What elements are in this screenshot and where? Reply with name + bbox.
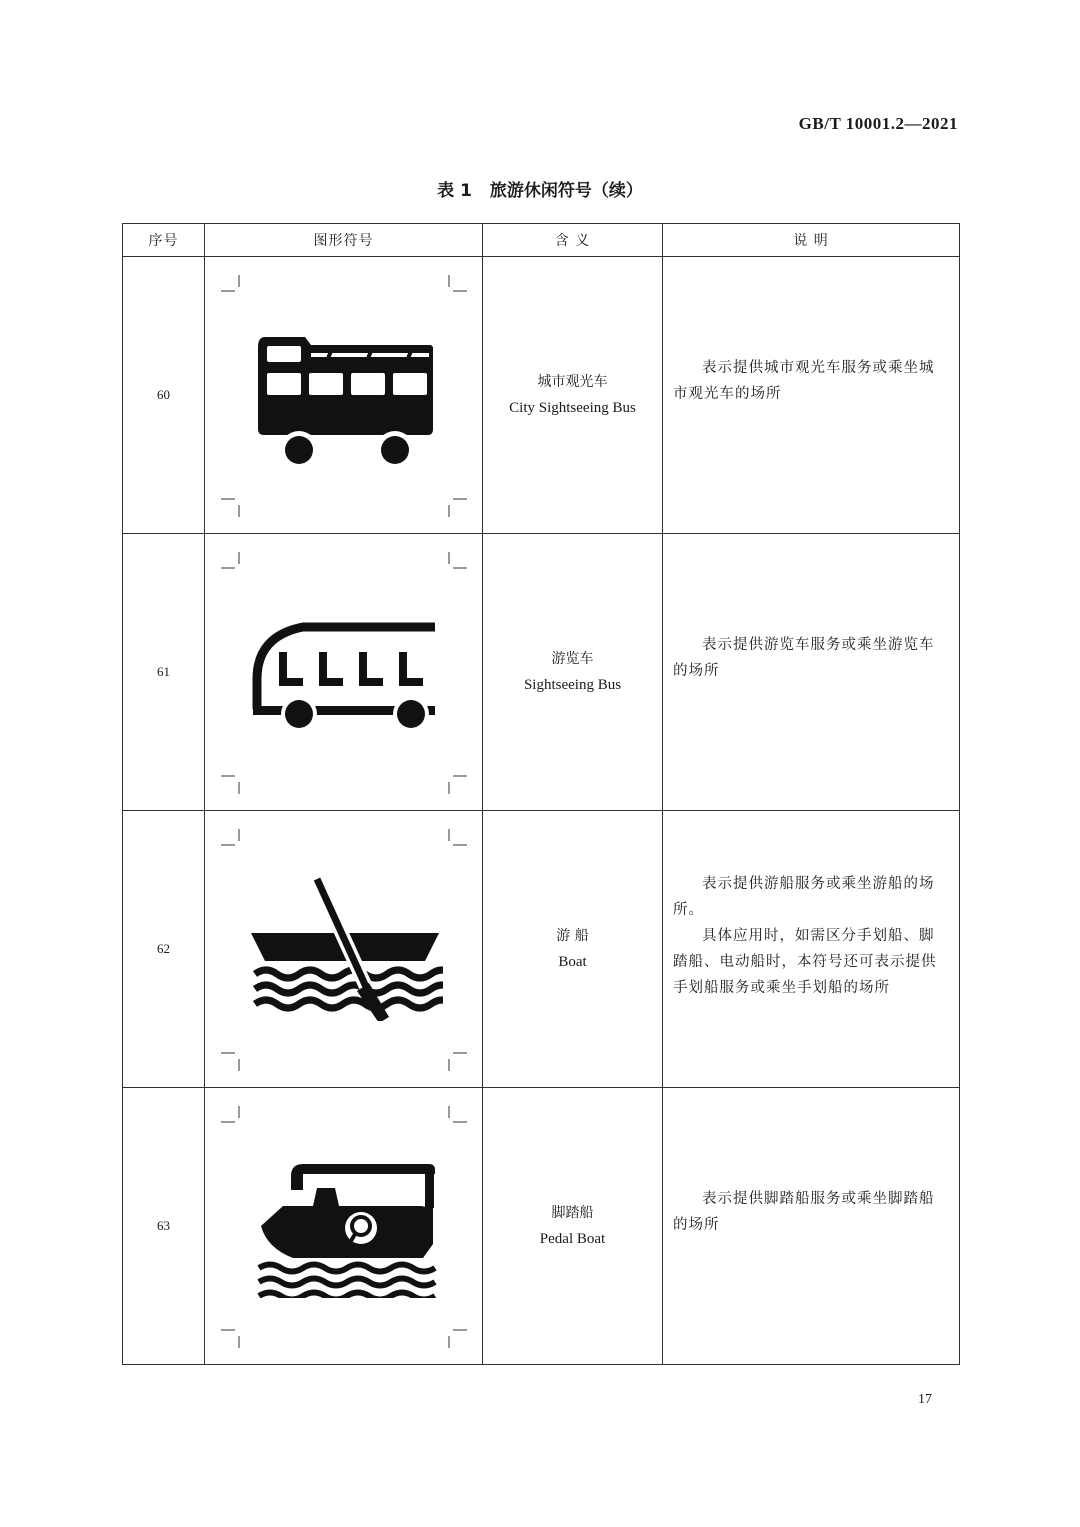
symbol-cell — [205, 811, 483, 1088]
description-text: 表示提供游览车服务或乘坐游览车的场所 — [673, 637, 935, 679]
row-number: 63 — [123, 1088, 205, 1365]
table-title-label: 表 1 — [437, 181, 472, 201]
meaning-cell — [483, 534, 663, 811]
pedal-boat-icon — [243, 1148, 443, 1298]
table-title — [0, 176, 1080, 201]
sightseeing-bus-icon — [243, 594, 443, 744]
page-number: 17 — [918, 1392, 932, 1407]
meaning-en: City Sightseeing Bus — [509, 400, 636, 416]
table-row — [123, 257, 960, 534]
meaning-zh: 脚踏船 — [551, 1205, 594, 1221]
standard-code: GB/T 10001.2—2021 — [798, 114, 958, 133]
meaning-en: Sightseeing Bus — [523, 677, 622, 693]
row-number: 61 — [123, 534, 205, 811]
table-row — [123, 534, 960, 811]
meaning-cell — [483, 811, 663, 1088]
description-cell — [663, 811, 960, 1088]
boat-icon — [243, 871, 443, 1021]
description-text: 表示提供城市观光车服务或乘坐城市观光车的场所 — [673, 360, 935, 402]
row-number: 62 — [123, 811, 205, 1088]
meaning-cell — [483, 1088, 663, 1365]
column-header-meaning: 含 义 — [483, 224, 663, 257]
description-text: 表示提供游船服务或乘坐游船的场所。 — [673, 876, 935, 918]
meaning-cell — [483, 257, 663, 534]
column-header-description: 说 明 — [663, 224, 960, 257]
meaning-zh: 城市观光车 — [537, 374, 608, 390]
column-header-symbol: 图形符号 — [205, 224, 483, 257]
meaning-zh: 游 船 — [556, 928, 589, 944]
meaning-zh: 游览车 — [551, 651, 594, 667]
table-row — [123, 811, 960, 1088]
city-sightseeing-bus-icon — [243, 317, 443, 467]
symbol-cell — [205, 1088, 483, 1365]
table-title-text: 旅游休闲符号（续） — [489, 181, 643, 201]
row-number: 60 — [123, 257, 205, 534]
table-header-row — [123, 224, 960, 257]
symbol-table — [122, 223, 960, 1365]
description-text: 表示提供脚踏船服务或乘坐脚踏船的场所 — [673, 1191, 935, 1233]
description-cell — [663, 257, 960, 534]
symbol-cell — [205, 534, 483, 811]
description-cell — [663, 534, 960, 811]
meaning-en: Boat — [558, 954, 587, 970]
table-row — [123, 1088, 960, 1365]
symbol-cell — [205, 257, 483, 534]
meaning-en: Pedal Boat — [539, 1231, 606, 1247]
description-cell — [663, 1088, 960, 1365]
description-text: 具体应用时，如需区分手划船、脚踏船、电动船时，本符号还可表示提供手划船服务或乘坐手划船的场所 — [673, 928, 937, 996]
column-header-number: 序号 — [123, 224, 205, 257]
